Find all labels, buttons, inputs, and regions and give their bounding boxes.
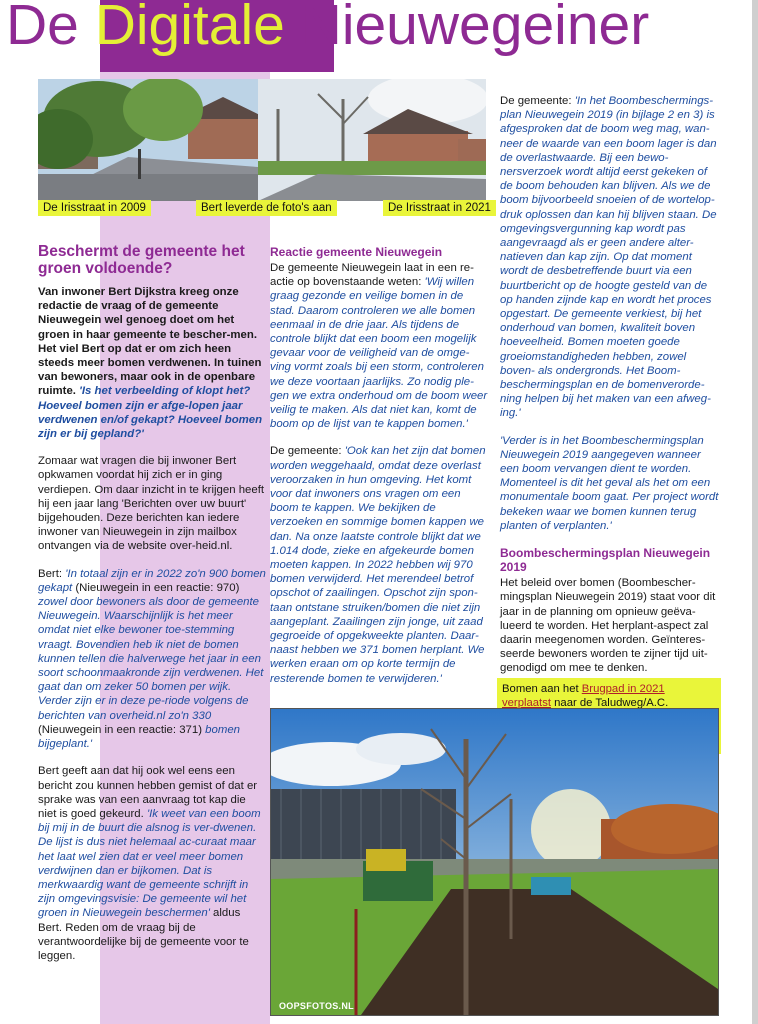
paragraph-bert-missed <box>38 764 266 963</box>
caption-irisstraat-2021: De Irisstraat in 2021 <box>383 200 496 216</box>
masthead-word-de: De <box>6 0 79 57</box>
boombeschermingsplan-heading: Boombeschermingsplan Nieuwegein 2019 <box>500 546 711 575</box>
caption-photo-credit-bert: Bert leverde de foto's aan <box>196 200 337 216</box>
reactie-quote-1: 'Wij willen graag gezonde en veilige bomen in de stad. Daarom controleren we alle bomen eenmaal in de drie jaar. Als tijdens de controle blijkt dat een boom een mogelijk gevaar voor de veiligheid van de omge-ving vormt zoals bij een storm, controleren we deze voortaan jaarlijks. Zo nodig ple-gen we extra onderhoud om de boom weer veilig te maken. Als dat niet kan, komt de boom op de lijst van te kappen bomen.' <box>270 276 488 431</box>
link-brugpad-verplaatst[interactable]: Brugpad in 2021 verplaatst <box>502 683 665 710</box>
right-paragraph-1 <box>500 94 722 421</box>
left-column <box>38 243 266 976</box>
photo-irisstraat-2009 <box>38 79 258 201</box>
photo-tree-planting <box>270 708 719 1016</box>
lead-quote: 'Is het verbeelding of klopt het? Hoeveel bomen zijn er afge-lopen jaar verdwenen en/of gekapt? Hoeveel bomen zijn er bij gepland?' <box>38 385 263 441</box>
highlight-text-1: Bomen aan het <box>502 683 579 695</box>
article-heading: Beschermt de gemeente het groen voldoende? <box>38 243 245 277</box>
bert-missed-text: Bert geeft aan dat hij ook wel eens een bericht zou kunnen hebben gemist of dat er sprake was van een aanvraag tot kap die niet is goed gekeurd. <box>38 765 258 820</box>
masthead-word-digitale: Digitale <box>94 0 285 57</box>
highlight-text-2: naar de Taludweg/A.C. <box>554 697 669 710</box>
bert-prefix: Bert: <box>38 567 63 580</box>
reactie-paragraph-2 <box>270 444 490 685</box>
bert-quote-1: 'In totaal zijn er in 2022 zo'n 900 bomen gekapt <box>38 567 266 594</box>
reactie-gemeente-label: De gemeente: <box>270 445 342 458</box>
nieuwegein-reaction-371: (Nieuwegein in een reactie: 371) <box>38 723 202 736</box>
reactie-heading: Reactie gemeente Nieuwegein <box>270 245 443 259</box>
masthead-word-nieuwegeiner: Nieuwegeiner <box>300 0 650 57</box>
paragraph-questions: Zomaar wat vragen die bij inwoner Bert opkwamen voordat hij zich er in ging verdiepen. Om daar inzicht in te krijgen heeft hij een jaar lang 'Berichten over uw buurt' bijgehouden. Deze berichten kan iedere inwoner van Nieuwegein in zijn mailbox ontvangen via de website over-heid.nl. <box>38 455 265 553</box>
right-gemeente-label: De gemeente: <box>500 95 572 107</box>
nieuwegein-reaction-970: (Nieuwegein in een reactie: 970) <box>75 581 240 594</box>
bert-quote-3: bomen bijgeplant.' <box>38 723 241 751</box>
right-quote-2: 'Verder is in het Boombeschermingsplan Nieuwegein 2019 aangegeven wanneer een boom vervangen dient te worden. Momenteel is dit het geval als het om een monumentale boom gaat. Per project wordt bekeken waar we bomen kunnen terug planten of verplanten.' <box>500 434 719 532</box>
bert-missed-tail: aldus Bert. Reden om de vraag bij de verantwoordelijke bij de gemeente voor te leggen. <box>38 907 249 962</box>
photo-credit: OOPSFOTOS.NL <box>279 1001 354 1011</box>
tree-planting-scene <box>271 709 718 1015</box>
caption-irisstraat-2009: De Irisstraat in 2009 <box>38 200 151 216</box>
right-quote-1: 'In het Boombeschermings-plan Nieuwegein 2019 (in bijlage 2 en 3) is afgesproken dat de boom weg mag, wan-neer de waarde van een boom lager is dan de overlastwaarde. Bij een bewo-nersverzoek wordt altijd eerst gekeken of de boom behouden kan blijven. Als we de boom bijvoorbeeld snoeien of de wortelop-druk oplossen dan kan hij blijven staan. De omgevingsvergunning kap wordt pas aangevraagd als er geen andere alter-natieven dan kap zijn. Op dat moment wordt de desbetreffende buurt via een buurtbericht op de hoogte gesteld van de op handen zijnde kap en wordt het proces opgestart. De gemeente verkiest, bij het onderhoud van bomen, kwaliteit boven hoeveelheid. Bomen moeten goede groeiomstandigheden hebben, zowel boven- als ondergronds. Het Boom-beschermingsplan en de bomenverorde-ning helpen bij het maken van een afweg-ing.' <box>500 95 717 420</box>
bert-missed-quote: 'Ik weet van een boom bij mij in de buurt die alsnog is ver-dwenen. De lijst is dus niet helemaal ac-curaat maar het laat wel zien dat er veel meer bomen verdwijnen dan er bijkomen. Dat is merkwaardig want de gemeente schrijft in zijn omgevingsvisie: De gemeente wil het groen in Nieuwegein beschermen' <box>38 807 261 920</box>
right-paragraph-3: Het beleid over bomen (Boombescher-mingsplan Nieuwegein 2019) staat voor dit jaar in de planning om opnieuw geëva-lueerd te worden. Het herplant-aspect zal daarin meegenomen worden. Geïnteres-seerde bewoners worden te zijner tijd uit-genodigd om mee te denken. <box>500 577 716 675</box>
page-edge <box>752 0 758 1024</box>
reactie-paragraph-1 <box>270 261 490 431</box>
right-column <box>500 94 722 689</box>
reactie-intro: De gemeente Nieuwegein laat in een re-actie op bovenstaande weten: <box>270 262 474 289</box>
photo-irisstraat-2021 <box>258 79 486 201</box>
reactie-quote-2: 'Ook kan het zijn dat bomen worden weggehaald, omdat deze overlast veroorzaken in hun omgeving. Het komt voor dat inwoners ons vragen om een boom te kappen. We bekijken de verzoeken en sommige bomen kappen we dan. Na onze laatste controle blijkt dat we 1.014 dode, zieke en afgekeurde bomen moeten kappen. In 2022 hebben wij 970 bomen verwijderd. Het merendeel betrof opschot of zaailingen. Opschot zijn spon-taan ontstane struiken/bomen die niet zijn aangeplant. Zaailingen zijn jonge, uit zaad gegroeide of opgekweekte planten. Daar-naast hebben we 371 bomen herplant. We werken eraan om op korte termijn de resterende bomen te verwijderen.' <box>270 445 486 685</box>
lead-text: Van inwoner Bert Dijkstra kreeg onze redactie de vraag of de gemeente Nieuwegein wel genoeg doet om het groen in haar gemeente te bescher-men. Het viel Bert op dat er om zich heen steeds meer bomen verdwenen. In tuinen van bewoners, maar ook in de openbare ruimte. <box>38 286 262 398</box>
lead-paragraph <box>38 285 266 441</box>
masthead <box>6 0 649 57</box>
bert-quote-2: zowel door bewoners als door de gemeente Nieuwegein. Waarschijnlijk is het meer omdat niet elke bewoner toe-stemming vraagt. Bovendien heb ik niet de bomen kunnen tellen die halverwege het jaar in een soort schoonmaakronde zijn verdwenen. Het gaat dan om zeker 50 bomen per wijk. Verder zijn er in deze pe-riode volgens de berichten van overheid.nl zo'n 330 <box>38 596 264 722</box>
paragraph-bert-counts <box>38 567 266 752</box>
middle-column <box>270 245 490 699</box>
